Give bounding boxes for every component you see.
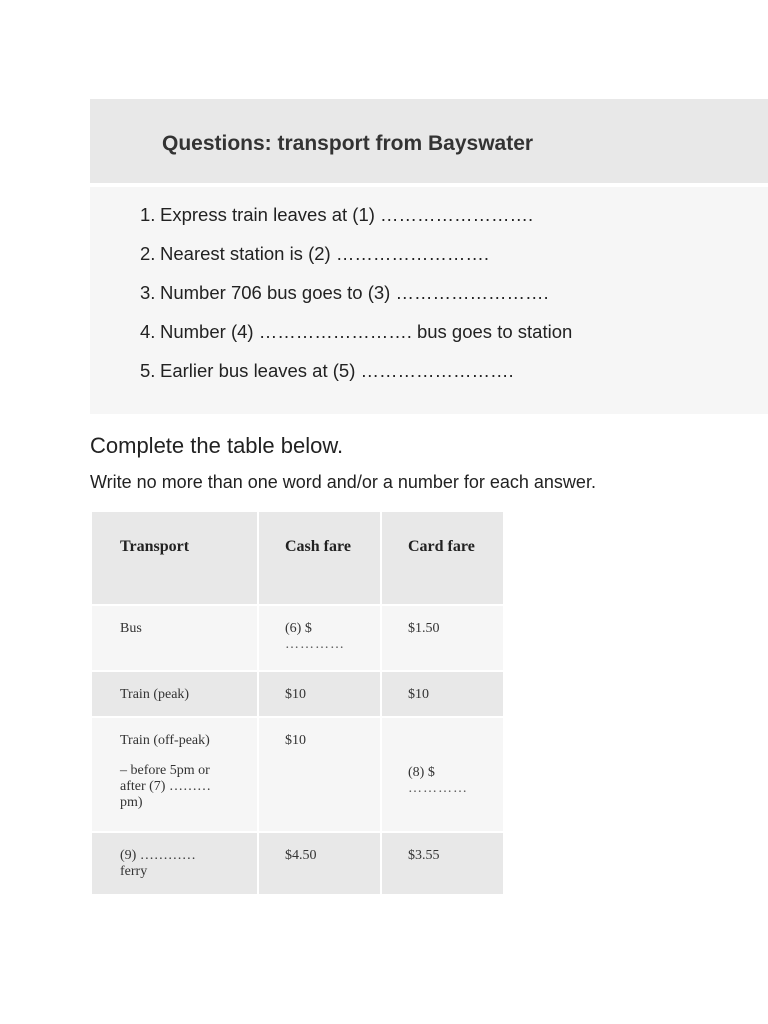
answer-blank: ………… xyxy=(408,781,468,796)
question-text: Express train leaves at (1) ……………………. xyxy=(160,204,534,225)
section-instruction: Write no more than one word and/or a number for each answer. xyxy=(90,472,596,492)
question-number: 1. xyxy=(140,204,156,225)
transport-cell xyxy=(91,832,258,895)
transport-label: Train (off-peak) xyxy=(120,733,210,748)
question-number: 2. xyxy=(140,243,156,264)
column-header-transport: Transport xyxy=(91,511,258,605)
blank-prefix: (8) $ xyxy=(408,765,435,780)
blank-prefix: (6) $ xyxy=(285,621,312,636)
question-item xyxy=(140,279,572,318)
questions-header xyxy=(90,99,768,183)
question-item xyxy=(140,357,572,396)
transport-cell: Bus xyxy=(91,605,258,671)
transport-cell xyxy=(91,717,258,832)
card-fare-cell xyxy=(381,717,504,832)
question-item xyxy=(140,240,572,279)
cash-fare-cell: $10 xyxy=(258,717,381,832)
question-number: 4. xyxy=(140,321,156,342)
card-fare-cell: $3.55 xyxy=(381,832,504,895)
card-fare-cell: $10 xyxy=(381,671,504,717)
column-header-card-fare: Card fare xyxy=(381,511,504,605)
table-header-row xyxy=(91,511,504,605)
answer-blank: ………… xyxy=(285,637,345,652)
question-item xyxy=(140,201,572,240)
question-text: Number (4) ……………………. bus goes to station xyxy=(160,321,573,342)
section-title: Complete the table below. xyxy=(90,433,344,458)
question-number: 5. xyxy=(140,360,156,381)
column-header-cash-fare: Cash fare xyxy=(258,511,381,605)
question-text: Nearest station is (2) ……………………. xyxy=(160,243,489,264)
cash-fare-cell: $4.50 xyxy=(258,832,381,895)
card-fare-cell: $1.50 xyxy=(381,605,504,671)
cash-fare-cell xyxy=(258,605,381,671)
transport-note: – before 5pm or after (7) ……… pm) xyxy=(120,763,211,810)
fares-table xyxy=(90,510,505,896)
questions-list xyxy=(140,201,572,396)
table-row xyxy=(91,671,504,717)
question-item xyxy=(140,318,572,357)
transport-label: ferry xyxy=(120,864,148,879)
table-row xyxy=(91,832,504,895)
transport-cell: Train (peak) xyxy=(91,671,258,717)
questions-title: Questions: transport from Bayswater xyxy=(162,132,534,155)
table-row xyxy=(91,605,504,671)
question-text: Earlier bus leaves at (5) ……………………. xyxy=(160,360,514,381)
table-row xyxy=(91,717,504,832)
answer-blank: (9) ………… xyxy=(120,848,196,863)
questions-panel xyxy=(90,187,768,414)
question-text: Number 706 bus goes to (3) ……………………. xyxy=(160,282,549,303)
cash-fare-cell: $10 xyxy=(258,671,381,717)
question-number: 3. xyxy=(140,282,156,303)
